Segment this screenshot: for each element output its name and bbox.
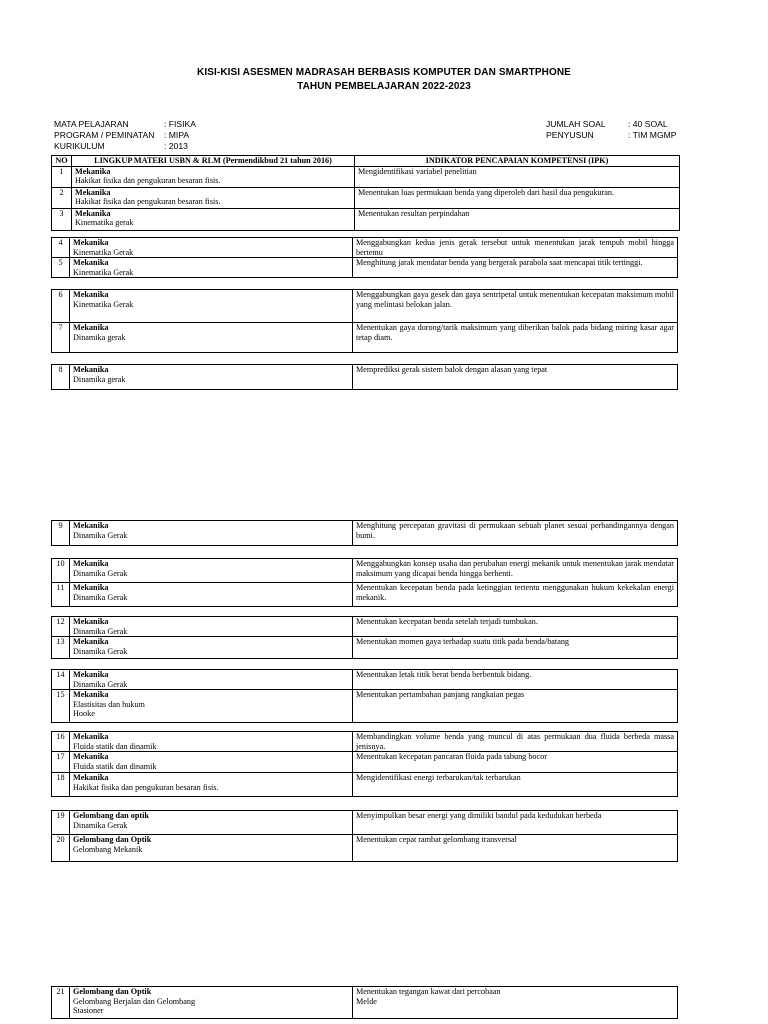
row-materi xyxy=(70,637,353,659)
table-row xyxy=(52,732,678,752)
kisi-kisi-table-block-8 xyxy=(51,669,678,723)
row-no: 7 xyxy=(52,323,70,353)
row-topic: Mekanika xyxy=(73,583,109,592)
row-indikator: Menggabungkan konsep usaha dan perubahan energi mekanik untuk menentukan jarak mendatar maksimum yang dicapai benda hingga berhenti. xyxy=(353,559,678,583)
row-topic: Mekanika xyxy=(73,365,109,374)
row-indikator: Menggabungkan gaya gesek dan gaya sentripetal untuk menentukan kecepatan maksimum mobil yang melintasi belokan jalan. xyxy=(353,290,678,323)
row-materi xyxy=(72,208,355,230)
row-topic: Mekanika xyxy=(73,258,109,268)
row-subtopic: Dinamika Gerak xyxy=(73,626,128,636)
kisi-kisi-table-block-2 xyxy=(51,237,678,278)
row-subtopic: Gelombang Berjalan dan Gelombang Stasioner xyxy=(73,996,196,1016)
row-no: 9 xyxy=(52,521,70,546)
row-materi xyxy=(70,258,353,278)
row-indikator: Menentukan momen gaya terhadap suatu titik pada benda/batang xyxy=(353,637,678,659)
row-subtopic: Kinematika Gerak xyxy=(73,267,134,277)
program-label: PROGRAM / PEMINATAN xyxy=(54,130,155,140)
row-subtopic: Fluida statik dan dinamik xyxy=(73,761,157,771)
table-row xyxy=(52,690,678,723)
document-title: KISI-KISI ASESMEN MADRASAH BERBASIS KOMPUTER DAN SMARTPHONE xyxy=(197,67,571,78)
row-indikator: Menentukan pertambahan panjang rangkaian pegas xyxy=(353,690,678,723)
table-row xyxy=(52,290,678,323)
row-no: 6 xyxy=(52,290,70,323)
jumlah-soal-value: : 40 SOAL xyxy=(628,119,668,129)
row-no: 21 xyxy=(52,987,70,1019)
row-subtopic: Dinamika Gerak xyxy=(73,679,128,689)
document-subtitle: TAHUN PEMBELAJARAN 2022-2023 xyxy=(297,81,471,92)
row-subtopic: Kinematika gerak xyxy=(75,218,134,228)
row-topic: Mekanika xyxy=(73,752,109,762)
row-indikator: Menentukan cepat rambat gelombang transversal xyxy=(353,835,678,862)
row-subtopic: Elastisitas dan hukum Hooke xyxy=(73,699,145,719)
row-indikator xyxy=(353,987,678,1019)
row-subtopic: Hakikat fisika dan pengukuran besaran fisis. xyxy=(75,197,221,207)
table-row xyxy=(52,365,678,390)
row-topic: Mekanika xyxy=(75,166,111,176)
row-subtopic: Dinamika Gerak xyxy=(73,568,128,578)
row-no: 17 xyxy=(52,752,70,773)
kisi-kisi-table-block-1 xyxy=(51,155,680,231)
row-no: 14 xyxy=(52,670,70,690)
row-materi xyxy=(70,811,353,835)
row-topic: Gelombang dan Optik xyxy=(73,987,152,996)
row-materi xyxy=(70,290,353,323)
row-subtopic: Dinamika gerak xyxy=(73,332,126,342)
row-subtopic: Kinematika Gerak xyxy=(73,247,134,257)
row-no: 3 xyxy=(52,208,72,230)
mapel-label: MATA PELAJARAN xyxy=(54,119,129,129)
row-materi xyxy=(70,559,353,583)
kisi-kisi-table-block-3 xyxy=(51,289,678,353)
row-indikator-text: Menentukan tegangan kawat dari percobaan Melde xyxy=(356,987,501,1006)
row-indikator: Menyimpulkan besar energi yang dimiliki bandul pada kedudukan berbeda xyxy=(353,811,678,835)
kisi-kisi-table-block-5 xyxy=(51,520,678,546)
row-subtopic: Gelombang Mekanik xyxy=(73,844,143,854)
row-materi xyxy=(70,773,353,797)
row-no: 5 xyxy=(52,258,70,278)
kisi-kisi-table-block-4 xyxy=(51,364,678,390)
row-subtopic: Hakikat fisika dan pengukuran besaran fisis. xyxy=(73,782,219,792)
row-materi xyxy=(70,323,353,353)
row-no: 4 xyxy=(52,238,70,258)
row-materi xyxy=(70,987,353,1019)
table-row xyxy=(52,835,678,862)
row-subtopic: Dinamika Gerak xyxy=(73,820,128,830)
row-indikator: Memprediksi gerak sistem balok dengan alasan yang tepat xyxy=(353,365,678,390)
table-row xyxy=(52,987,678,1019)
row-materi xyxy=(70,583,353,607)
row-no: 19 xyxy=(52,811,70,835)
row-no: 16 xyxy=(52,732,70,752)
row-indikator: Menggabungkan kedua jenis gerak tersebut untuk menentukan jarak tempuh mobil hingga bertemu xyxy=(353,238,678,258)
header-no: NO xyxy=(52,156,72,167)
table-row xyxy=(52,637,678,659)
row-materi xyxy=(70,365,353,390)
row-materi xyxy=(70,670,353,690)
row-topic: Mekanika xyxy=(73,559,109,568)
row-topic: Gelombang dan Optik xyxy=(73,835,152,844)
row-indikator: Membandingkan volume benda yang muncul di atas permukaan dua fluida berbeda massa jenisnya. xyxy=(353,732,678,752)
meta-right xyxy=(546,119,677,141)
row-indikator: Menghitung jarak mendatar benda yang bergerak parabola saat mencapai titik tertinggi. xyxy=(353,258,678,278)
table-row xyxy=(52,166,680,187)
row-no: 12 xyxy=(52,617,70,637)
row-no: 13 xyxy=(52,637,70,659)
row-topic: Mekanika xyxy=(73,690,109,700)
table-row xyxy=(52,811,678,835)
penyusun-label: PENYUSUN xyxy=(546,130,594,140)
table-row xyxy=(52,670,678,690)
meta-left xyxy=(54,119,196,152)
row-subtopic: Dinamika Gerak xyxy=(73,592,128,602)
row-subtopic: Fluida statik dan dinamik xyxy=(73,741,157,751)
kisi-kisi-table-block-9 xyxy=(51,731,678,797)
row-topic: Mekanika xyxy=(73,773,109,783)
row-no: 20 xyxy=(52,835,70,862)
row-no: 18 xyxy=(52,773,70,797)
table-row xyxy=(52,238,678,258)
row-materi xyxy=(70,617,353,637)
row-subtopic: Dinamika Gerak xyxy=(73,530,128,540)
row-indikator: Menentukan kecepatan benda setelah terjadi tumbukan. xyxy=(353,617,678,637)
kisi-kisi-table-block-7 xyxy=(51,616,678,659)
table-row xyxy=(52,617,678,637)
table-row xyxy=(52,583,678,607)
table-header-row xyxy=(52,156,680,167)
row-indikator: Menentukan kecepatan benda pada ketinggian tertentu menggunakan hukum kekekalan energi mekanik. xyxy=(353,583,678,607)
row-topic: Mekanika xyxy=(73,238,109,247)
row-indikator: Mengidentifikasi energi terbarukan/tak terbarukan xyxy=(353,773,678,797)
row-subtopic: Hakikat fisika dan pengukuran besaran fisis. xyxy=(75,176,221,186)
row-materi xyxy=(72,166,355,187)
table-row xyxy=(52,187,680,208)
row-subtopic: Kinematika Gerak xyxy=(73,299,134,309)
kisi-kisi-table-block-10 xyxy=(51,810,678,862)
row-topic: Mekanika xyxy=(73,617,109,626)
row-indikator: Menentukan letak titik berat benda berbentuk bidang. xyxy=(353,670,678,690)
table-row xyxy=(52,208,680,230)
row-materi xyxy=(70,752,353,773)
row-materi xyxy=(70,835,353,862)
row-topic: Mekanika xyxy=(73,290,109,299)
row-indikator: Menentukan resultan perpindahan xyxy=(355,208,680,230)
header-lingkup-materi: LINGKUP MATERI USBN & RLM (Permendikbud 21 tahun 2016) xyxy=(72,156,355,167)
table-row xyxy=(52,258,678,278)
row-no: 11 xyxy=(52,583,70,607)
row-materi xyxy=(70,732,353,752)
row-subtopic: Dinamika Gerak xyxy=(73,646,128,656)
row-topic: Gelombang dan optik xyxy=(73,811,149,820)
row-indikator: Menghitung percepatan gravitasi di permukaan sebuah planet sesuai perbandingannya dengan bumi. xyxy=(353,521,678,546)
row-topic: Mekanika xyxy=(75,208,111,218)
mapel-value: : FISIKA xyxy=(164,119,196,129)
table-row xyxy=(52,521,678,546)
row-subtopic: Dinamika gerak xyxy=(73,374,126,384)
kisi-kisi-table-block-6 xyxy=(51,558,678,607)
row-indikator: Menentukan kecepatan pancaran fluida pada tabung bocor xyxy=(353,752,678,773)
kurikulum-label: KURIKULUM xyxy=(54,141,105,151)
row-materi xyxy=(70,521,353,546)
row-no: 8 xyxy=(52,365,70,390)
table-row xyxy=(52,323,678,353)
kisi-kisi-table-block-11 xyxy=(51,986,678,1019)
kurikulum-value: : 2013 xyxy=(164,141,188,151)
row-indikator: Mengidentifikasi variabel penelitian xyxy=(355,166,680,187)
row-topic: Mekanika xyxy=(73,521,109,530)
header-indikator: INDIKATOR PENCAPAIAN KOMPETENSI (IPK) xyxy=(355,156,680,167)
table-row xyxy=(52,752,678,773)
row-materi xyxy=(70,690,353,723)
program-value: : MIPA xyxy=(164,130,190,140)
penyusun-value: : TIM MGMP xyxy=(628,130,677,140)
row-indikator: Menentukan gaya dorong/tarik maksimum yang diberikan balok pada bidang miring kasar agar tetap diam. xyxy=(353,323,678,353)
row-no: 10 xyxy=(52,559,70,583)
row-indikator: Menentukan luas permukaan benda yang diperoleh dari hasil dua pengukuran. xyxy=(355,187,680,208)
row-topic: Mekanika xyxy=(73,732,109,741)
row-topic: Mekanika xyxy=(73,637,109,647)
row-topic: Mekanika xyxy=(73,670,109,679)
row-no: 1 xyxy=(52,166,72,187)
row-topic: Mekanika xyxy=(73,323,109,332)
row-no: 15 xyxy=(52,690,70,723)
row-materi xyxy=(72,187,355,208)
row-materi xyxy=(70,238,353,258)
table-row xyxy=(52,559,678,583)
table-row xyxy=(52,773,678,797)
row-topic: Mekanika xyxy=(75,187,111,197)
row-no: 2 xyxy=(52,187,72,208)
jumlah-soal-label: JUMLAH SOAL xyxy=(546,119,606,129)
